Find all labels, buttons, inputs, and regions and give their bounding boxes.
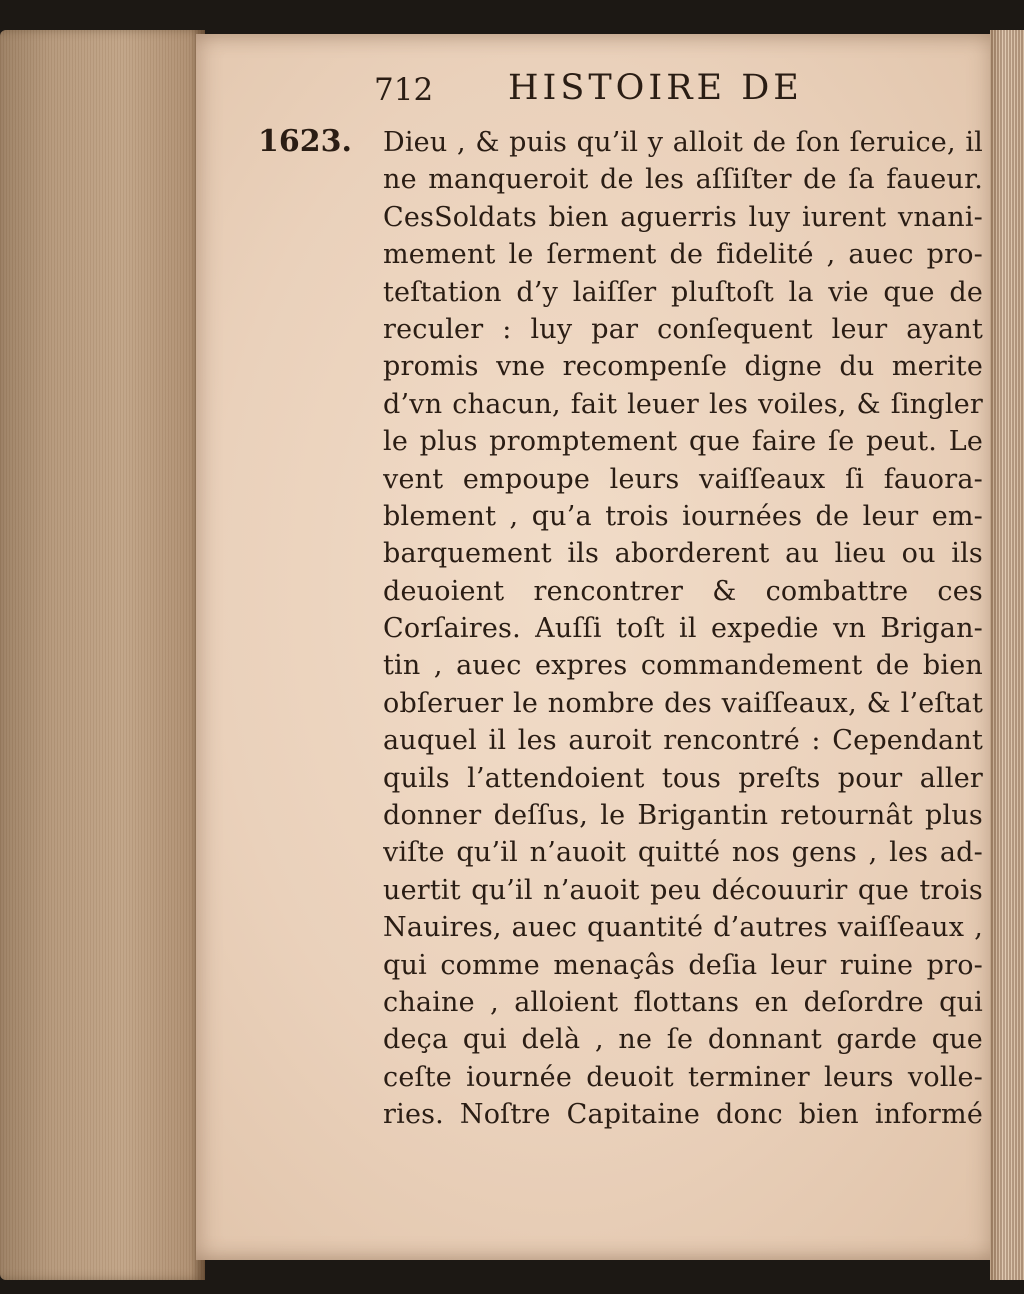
text-line: teſtation d’y laiſſer pluſtoſt la vie que de — [383, 276, 983, 308]
text-line: auquel il les auroit rencontré : Cependant — [383, 725, 983, 757]
text-line: mement le ſerment de fidelité , auec pro- — [383, 239, 983, 271]
text-line: viſte qu’il n’auoit quitté nos gens , les ad- — [383, 837, 983, 869]
running-title: HISTOIRE DE — [508, 68, 803, 108]
text-line: blement , qu’a trois iournées de leur em- — [383, 500, 983, 532]
text-line: barquement ils aborderent au lieu ou ils — [383, 538, 983, 570]
text-line: ceſte iournée deuoit terminer leurs volle- — [383, 1061, 983, 1093]
text-line: Corſaires. Auſſi toſt il expedie vn Brigan- — [383, 613, 983, 645]
page-number: 712 — [374, 72, 434, 108]
text-line: promis vne recompenſe digne du merite — [383, 351, 983, 383]
text-line: deuoient rencontrer & combattre ces — [383, 575, 983, 607]
page-header — [374, 68, 974, 118]
text-line: Dieu , & puis qu’il y alloit de ſon ſeruice, il — [383, 127, 983, 158]
text-line: le plus promptement que faire ſe peut. Le — [383, 426, 983, 458]
body-text — [383, 124, 983, 1134]
text-line: donner deſſus, le Brigantin retournât plus — [383, 800, 983, 832]
text-line: deça qui delà , ne ſe donnant garde que — [383, 1024, 983, 1056]
text-line: reculer : luy par conſequent leur ayant — [383, 313, 983, 345]
text-line: ries. Noſtre Capitaine donc bien informé — [383, 1099, 983, 1131]
text-line: d’vn chacun, fait leuer les voiles, & ſingler — [383, 388, 983, 420]
text-line: quils l’attendoient tous preſts pour aller — [383, 762, 983, 794]
text-line: obſeruer le nombre des vaiſſeaux, & l’eſtat — [383, 687, 983, 719]
text-line: vent empoupe leurs vaiſſeaux ſi fauora- — [383, 463, 983, 495]
margin-year-note: 1623. — [258, 124, 352, 159]
text-line: chaine , alloient flottans en deſordre qui — [383, 986, 983, 1018]
text-line: CesSoldats bien aguerris luy iurent vnani- — [383, 201, 983, 233]
text-line: qui comme menaçâs deſia leur ruine pro- — [383, 949, 983, 981]
text-line: ne manqueroit de les aſſiſter de ſa faueur. — [383, 164, 983, 196]
text-line: tin , auec expres commandement de bien — [383, 650, 983, 682]
text-line: Nauires, auec quantité d’autres vaiſſeaux , — [383, 912, 983, 944]
text-line: uertit qu’il n’auoit peu découurir que trois — [383, 874, 983, 906]
